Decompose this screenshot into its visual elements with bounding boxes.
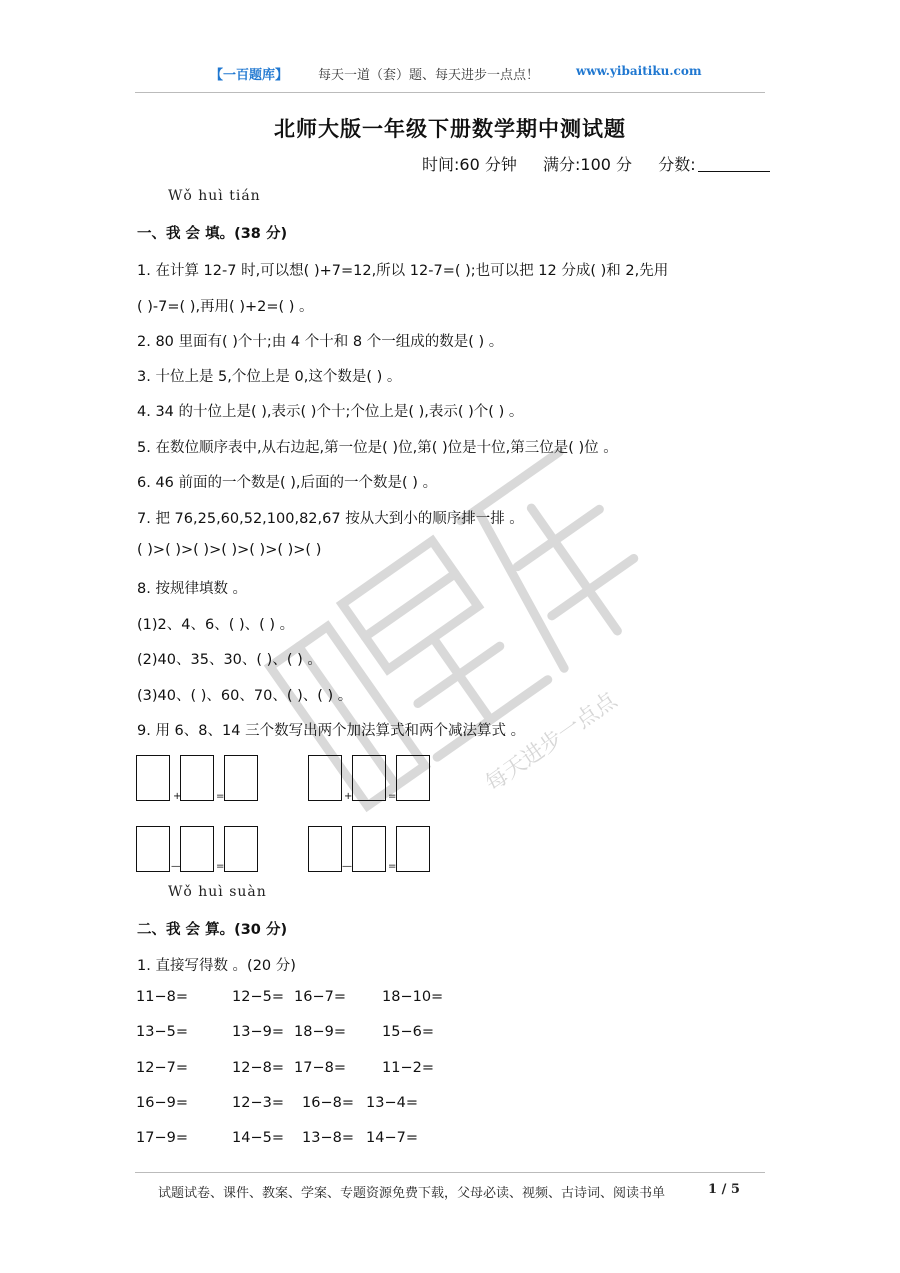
calc-item[interactable]: 12−8= <box>232 1060 284 1076</box>
answer-box[interactable] <box>180 826 214 872</box>
answer-box[interactable] <box>396 826 430 872</box>
equals-sign: = <box>216 791 225 802</box>
q8-part3: (3)40、( )、60、70、( )、( ) 。 <box>137 688 353 704</box>
answer-box[interactable] <box>224 755 258 801</box>
calc-item[interactable]: 12−7= <box>136 1060 188 1076</box>
calc-item[interactable]: 16−7= <box>294 989 346 1005</box>
q8-part2: (2)40、35、30、( )、( ) 。 <box>137 652 322 668</box>
calc-item[interactable]: 13−8= <box>302 1130 354 1146</box>
answer-box[interactable] <box>308 826 342 872</box>
minus-sign: — <box>342 861 352 872</box>
section1-pinyin: Wǒ huì tián <box>168 188 261 204</box>
equals-sign: = <box>388 791 397 802</box>
watermark-slogan: 每天进步一点点 <box>481 688 622 797</box>
q1-line1: 1. 在计算 12-7 时,可以想( )+7=12,所以 12-7=( );也可以把 12 分成( )和 2,先用 <box>137 263 669 279</box>
answer-box[interactable] <box>352 755 386 801</box>
section2-heading: 二、我 会 算。(30 分) <box>137 922 288 938</box>
minus-sign: — <box>171 861 181 872</box>
header-brand: 【一百题库】 <box>210 68 289 83</box>
page-number: 1 / 5 <box>708 1182 740 1197</box>
footer-text: 试题试卷、课件、教案、学案、专题资源免费下载，父母必读、视频、古诗词、阅读书单 <box>158 1186 666 1201</box>
footer-divider <box>135 1172 765 1173</box>
calc-item[interactable]: 18−9= <box>294 1024 346 1040</box>
calc-item[interactable]: 13−5= <box>136 1024 188 1040</box>
answer-box[interactable] <box>136 755 170 801</box>
plus-sign: + <box>173 791 182 802</box>
answer-box[interactable] <box>352 826 386 872</box>
calc-item[interactable]: 16−8= <box>302 1095 354 1111</box>
answer-box[interactable] <box>180 755 214 801</box>
page-title: 北师大版一年级下册数学期中测试题 <box>274 117 626 141</box>
calc-item[interactable]: 12−3= <box>232 1095 284 1111</box>
header-divider <box>135 92 765 93</box>
calc-item[interactable]: 11−8= <box>136 989 188 1005</box>
calc-item[interactable]: 12−5= <box>232 989 284 1005</box>
calc-item[interactable]: 13−4= <box>366 1095 418 1111</box>
exam-full-score: 满分:100 分 <box>543 155 633 174</box>
calc-item[interactable]: 16−9= <box>136 1095 188 1111</box>
q8-line: 8. 按规律填数 。 <box>137 581 248 597</box>
q8-part1: (1)2、4、6、( )、( ) 。 <box>137 617 295 633</box>
answer-box[interactable] <box>136 826 170 872</box>
answer-box[interactable] <box>396 755 430 801</box>
q6-line: 6. 46 前面的一个数是( ),后面的一个数是( ) 。 <box>137 475 438 491</box>
exam-score-label: 分数: <box>658 155 696 174</box>
q5-line: 5. 在数位顺序表中,从右边起,第一位是( )位,第( )位是十位,第三位是( )位 。 <box>137 440 618 456</box>
q4-line: 4. 34 的十位上是( ),表示( )个十;个位上是( ),表示( )个( ) 。 <box>137 404 524 420</box>
calc-item[interactable]: 14−5= <box>232 1130 284 1146</box>
section2-pinyin: Wǒ huì suàn <box>168 884 267 900</box>
q2-line: 2. 80 里面有( )个十;由 4 个十和 8 个一组成的数是( ) 。 <box>137 334 504 350</box>
answer-box[interactable] <box>224 826 258 872</box>
calc-item[interactable]: 17−9= <box>136 1130 188 1146</box>
answer-box[interactable] <box>308 755 342 801</box>
calc-item[interactable]: 14−7= <box>366 1130 418 1146</box>
section2-subheading: 1. 直接写得数 。(20 分) <box>137 958 296 974</box>
calc-item[interactable]: 18−10= <box>382 989 444 1005</box>
score-blank[interactable] <box>698 155 770 172</box>
calc-item[interactable]: 11−2= <box>382 1060 434 1076</box>
q3-line: 3. 十位上是 5,个位上是 0,这个数是( ) 。 <box>137 369 402 385</box>
exam-meta <box>422 152 770 175</box>
q7-line: 7. 把 76,25,60,52,100,82,67 按从大到小的顺序排一排 。 <box>137 511 524 527</box>
calc-item[interactable]: 17−8= <box>294 1060 346 1076</box>
header-slogan: 每天一道（套）题、每天进步一点点！ <box>318 68 540 83</box>
q1-line2: ( )-7=( ),再用( )+2=( ) 。 <box>137 299 314 315</box>
calc-item[interactable]: 13−9= <box>232 1024 284 1040</box>
q7-answer-line: ( )>( )>( )>( )>( )>( )>( ) <box>137 542 322 558</box>
section1-heading: 一、我 会 填。(38 分) <box>137 226 288 242</box>
header-url-link[interactable]: www.yibaitiku.com <box>576 64 702 78</box>
equals-sign: = <box>388 861 397 872</box>
exam-time: 时间:60 分钟 <box>422 155 517 174</box>
equals-sign: = <box>216 861 225 872</box>
calc-item[interactable]: 15−6= <box>382 1024 434 1040</box>
plus-sign: + <box>344 791 353 802</box>
q9-line: 9. 用 6、8、14 三个数写出两个加法算式和两个减法算式 。 <box>137 723 526 739</box>
